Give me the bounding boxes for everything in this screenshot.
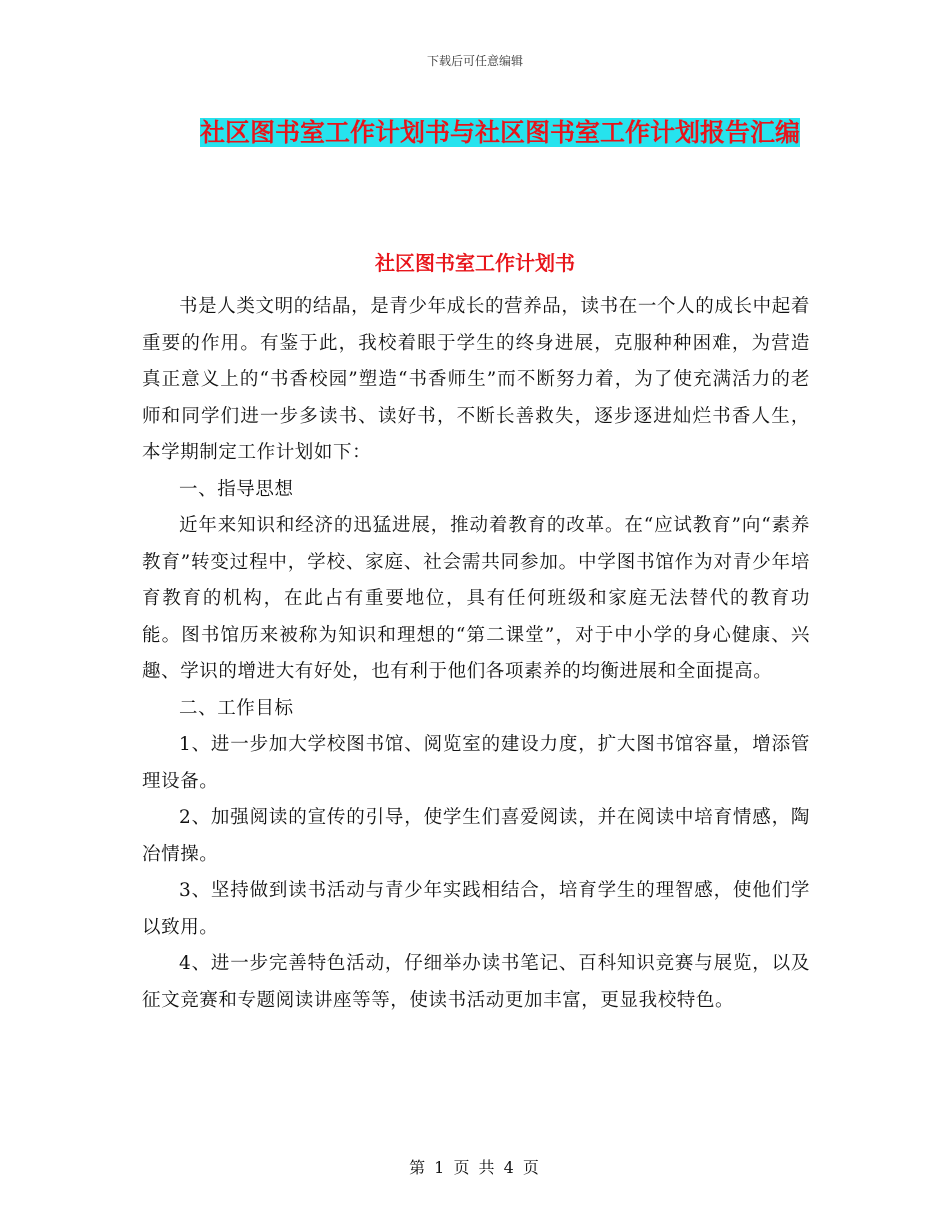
document-body <box>142 289 810 1019</box>
paragraph-intro: 书是人类文明的结晶，是青少年成长的营养品，读书在一个人的成长中起着重要的作用。有鉴于此，我校着眼于学生的终身进展，克服种种困难，为营造真正意义上的“书香校园”塑造“书香师生”而不断努力着，为了使充满活力的老师和同学们进一步多读书、读好书，不断长善救失，逐步逐进灿烂书香人生，本学期制定工作计划如下： <box>142 296 810 463</box>
paragraph-guiding-ideology: 近年来知识和经济的迅猛进展，推动着教育的改革。在“应试教育”向“素养教育”转变过程中，学校、家庭、社会需共同参加。中学图书馆作为对青少年培育教育的机构，在此占有重要地位，具有任何班级和家庭无法替代的教育功能。图书馆历来被称为知识和理想的“第二课堂”，对于中小学的身心健康、兴趣、学识的增进大有好处，也有利于他们各项素养的均衡进展和全面提高。 <box>142 515 810 682</box>
paragraph-goal-3: 3、坚持做到读书活动与青少年实践相结合，培育学生的理智感，使他们学以致用。 <box>142 880 810 938</box>
paragraph-goal-1: 1、进一步加大学校图书馆、阅览室的建设力度，扩大图书馆容量，增添管理设备。 <box>142 734 810 792</box>
document-title <box>140 110 860 156</box>
section-title: 社区图书室工作计划书 <box>375 251 575 275</box>
paragraph-goal-2: 2、加强阅读的宣传的引导，使学生们喜爱阅读，并在阅读中培育情感，陶冶情操。 <box>142 807 810 865</box>
header-note: 下载后可任意编辑 <box>426 54 523 68</box>
page-number-footer: 第 1 页 共 4 页 <box>409 1158 541 1177</box>
heading-work-goals: 二、工作目标 <box>179 697 294 719</box>
heading-guiding-ideology: 一、指导思想 <box>179 478 294 500</box>
paragraph-goal-4: 4、进一步完善特色活动，仔细举办读书笔记、百科知识竞赛与展览，以及征文竞赛和专题阅读讲座等等，使读书活动更加丰富，更显我校特色。 <box>142 953 810 1011</box>
document-title-highlight: 社区图书室工作计划书与社区图书室工作计划报告汇编 <box>199 118 800 147</box>
